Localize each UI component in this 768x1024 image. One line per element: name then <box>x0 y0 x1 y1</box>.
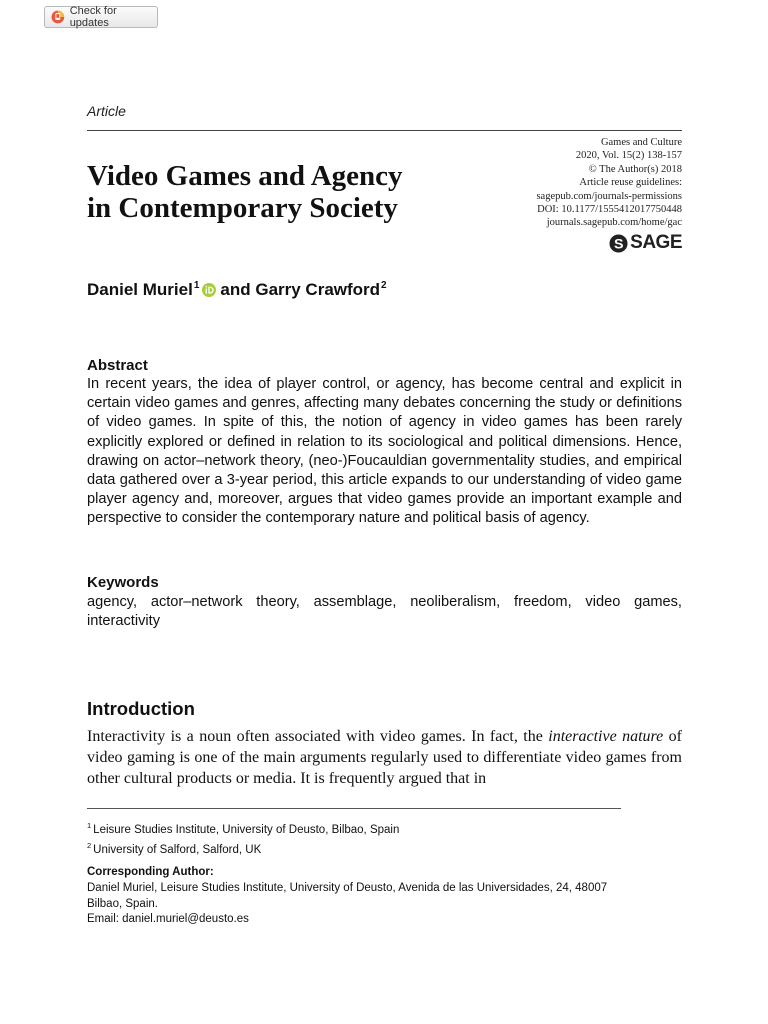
article-type: Article <box>87 103 126 119</box>
footnote-1-number: 1 <box>87 821 92 830</box>
header-rule <box>87 130 682 131</box>
footnote-1-text: Leisure Studies Institute, University of Deusto, Bilbao, Spain <box>93 823 400 836</box>
article-title <box>87 160 487 224</box>
crossmark-icon <box>51 10 65 24</box>
author-2[interactable]: Garry Crawford <box>255 280 381 299</box>
author-1-affiliation: 1 <box>193 280 200 291</box>
doi[interactable]: DOI: 10.1177/1555412017750448 <box>537 204 682 216</box>
title-line-2: in Contemporary Society <box>87 192 398 224</box>
sage-logo <box>609 232 682 254</box>
corresponding-address-line-2: Bilbao, Spain. <box>87 897 158 910</box>
corresponding-email[interactable]: Email: daniel.muriel@deusto.es <box>87 913 249 925</box>
corresponding-author-heading: Corresponding Author: <box>87 866 214 878</box>
intro-emphasis: interactive nature <box>548 728 664 745</box>
footnote-2-text: University of Salford, Salford, UK <box>93 843 262 856</box>
orcid-icon[interactable] <box>202 283 216 297</box>
journal-volume: 2020, Vol. 15(2) 138-157 <box>575 150 682 162</box>
intro-text-part-1: Interactivity is a noun often associated with video games. In fact, the <box>87 728 549 745</box>
reuse-guidelines-label: Article reuse guidelines: <box>579 177 682 189</box>
corresponding-address-line-1: Daniel Muriel, Leisure Studies Institute, University of Deusto, Avenida de las Universidades, 24, 48007 <box>87 882 608 894</box>
sage-logo-text: SAGE <box>630 232 682 253</box>
journal-home-link[interactable]: journals.sagepub.com/home/gac <box>546 217 682 229</box>
intro-text-part-2: of video gaming is one of the main arguments regularly used to differentiate video games from other cultural products or media. It is frequently argued that in <box>87 728 683 787</box>
keywords-text: agency, actor–network theory, assemblage, neoliberalism, freedom, video games, interactivity <box>87 594 682 630</box>
check-for-updates-button[interactable] <box>44 6 158 28</box>
introduction-heading: Introduction <box>87 698 195 719</box>
affiliation-footnotes <box>87 818 687 858</box>
introduction-text <box>87 726 682 789</box>
abstract-heading: Abstract <box>87 357 148 374</box>
svg-text:S: S <box>614 235 624 252</box>
corresponding-author-details <box>87 881 687 928</box>
author-1[interactable]: Daniel Muriel <box>87 280 193 299</box>
author-2-affiliation: 2 <box>381 280 387 291</box>
permissions-link[interactable]: sagepub.com/journals-permissions <box>536 190 682 202</box>
abstract-text: In recent years, the idea of player control, or agency, has become central and explicit in certain video games and genres, affecting many debates concerning the study or definitions of video games. In spite of this, the notion of agency in video games has been rarely explicitly explored or defined in relation to its sociological and political dimensions. Hence, drawing on actor–network theory, (neo-)Foucauldian governmentality studies, and empirical data gathered over a 3-year period, this article expands to our understanding of video game player agency and, moreover, argues that video games provide an important example and perspective to consider the contemporary nature and political basis of agency. <box>87 376 682 527</box>
check-for-updates-label: Check for updates <box>69 5 117 29</box>
footnote-2 <box>87 838 687 858</box>
footnote-2-number: 2 <box>87 840 92 850</box>
copyright: © The Author(s) 2018 <box>588 163 682 175</box>
journal-meta <box>536 136 682 230</box>
author-list <box>87 280 387 300</box>
author-conjunction: and <box>220 280 251 299</box>
keywords-heading: Keywords <box>87 574 159 591</box>
footnote-rule <box>87 808 621 809</box>
sage-logo-mark-icon <box>609 234 628 253</box>
journal-name: Games and Culture <box>600 137 682 148</box>
footnote-1 <box>87 818 687 838</box>
title-line-1: Video Games and Agency <box>87 160 403 192</box>
